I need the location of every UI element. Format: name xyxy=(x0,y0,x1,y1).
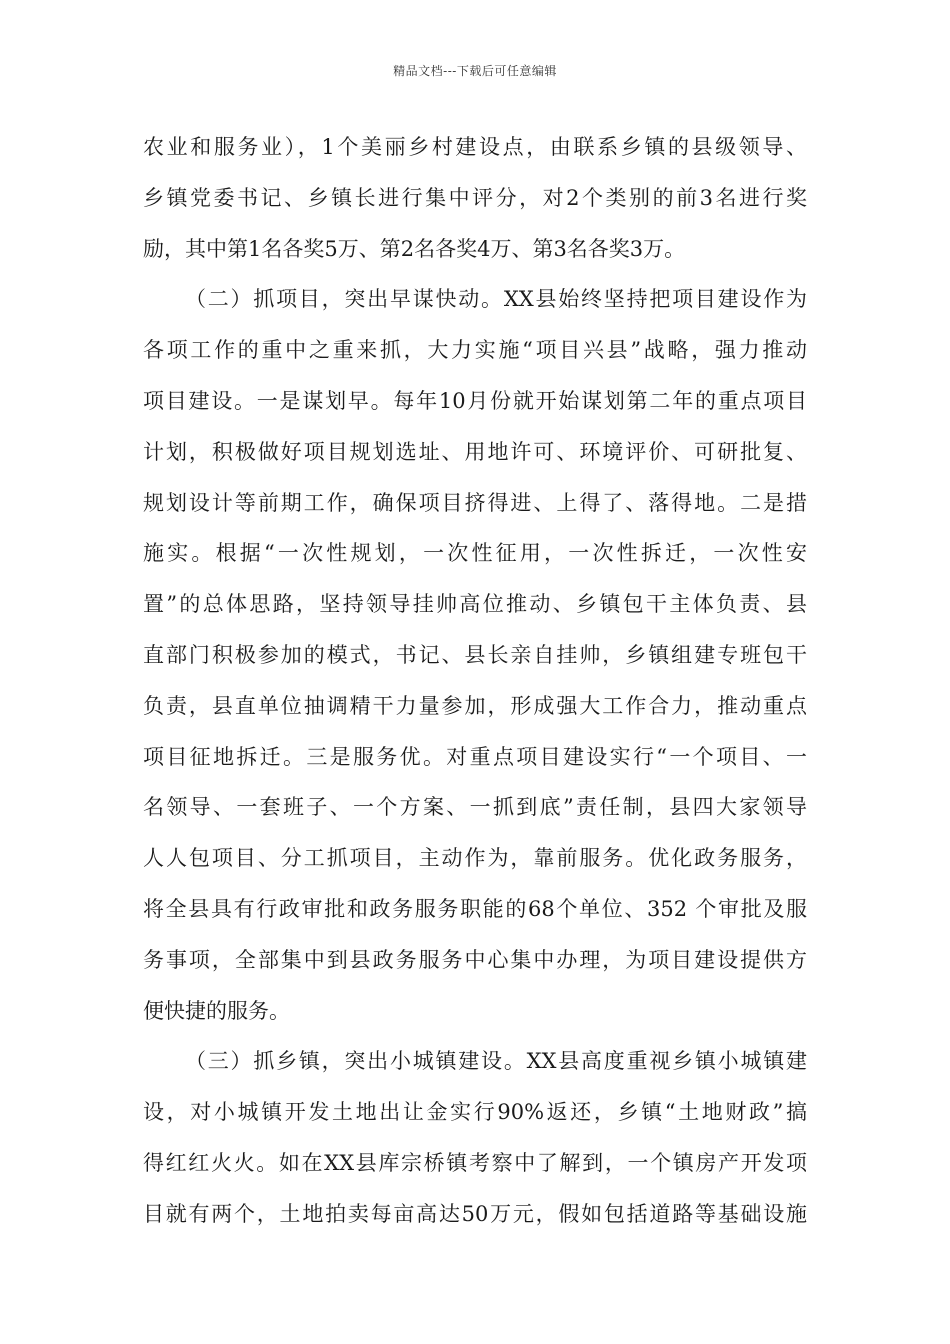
text-line: 负责，县直单位抽调精干力量参加，形成强大工作合力，推动重点 xyxy=(143,693,807,718)
text-line: 项目建设。一是谋划早。每年10月份就开始谋划第二年的重点项目 xyxy=(143,388,807,413)
text-line: 计划，积极做好项目规划选址、用地许可、环境评价、可研批复、 xyxy=(143,439,807,464)
page-header: 精品文档---下载后可任意编辑 xyxy=(393,64,557,78)
text-line: 将全县具有行政审批和政务服务职能的68个单位、352 个审批及服 xyxy=(143,896,807,921)
text-line: 目就有两个，土地拍卖每亩高达50万元，假如包括道路等基础设施 xyxy=(143,1201,807,1226)
text-line: 置”的总体思路，坚持领导挂帅高位推动、乡镇包干主体负责、县 xyxy=(143,592,807,617)
text-line: 便快捷的服务。 xyxy=(143,998,290,1023)
text-line: （三）抓乡镇，突出小城镇建设。XX县高度重视乡镇小城镇建 xyxy=(185,1049,807,1074)
text-line: 各项工作的重中之重来抓，大力实施“项目兴县”战略，强力推动 xyxy=(143,338,807,363)
text-line: 人人包项目、分工抓项目，主动作为，靠前服务。优化政务服务， xyxy=(143,846,807,871)
text-line: 直部门积极参加的模式，书记、县长亲自挂帅，乡镇组建专班包干 xyxy=(143,642,807,667)
text-line: 规划设计等前期工作，确保项目挤得进、上得了、落得地。二是措 xyxy=(143,490,807,515)
text-line: 项目征地拆迁。三是服务优。对重点项目建设实行“一个项目、一 xyxy=(143,744,807,769)
text-line: 得红红火火。如在XX县库宗桥镇考察中了解到，一个镇房产开发项 xyxy=(143,1150,807,1175)
text-line: 施实。根据“一次性规划，一次性征用，一次性拆迁，一次性安 xyxy=(143,541,807,566)
text-line: 农业和服务业），1个美丽乡村建设点，由联系乡镇的县级领导、 xyxy=(143,135,807,159)
text-line: 设，对小城镇开发土地出让金实行90%返还，乡镇“土地财政”搞 xyxy=(143,1100,807,1125)
body-text xyxy=(143,128,807,1246)
text-line: 励，其中第1名各奖5万、第2名各奖4万、第3名各奖3万。 xyxy=(143,236,686,261)
text-line: 务事项，全部集中到县政务服务中心集中办理，为项目建设提供方 xyxy=(143,947,807,972)
text-line: 名领导、一套班子、一个方案、一抓到底”责任制，县四大家领导 xyxy=(143,795,807,820)
text-line: 乡镇党委书记、乡镇长进行集中评分，对2个类别的前3名进行奖 xyxy=(143,185,807,210)
text-line: （二）抓项目，突出早谋快动。XX县始终坚持把项目建设作为 xyxy=(185,287,807,312)
